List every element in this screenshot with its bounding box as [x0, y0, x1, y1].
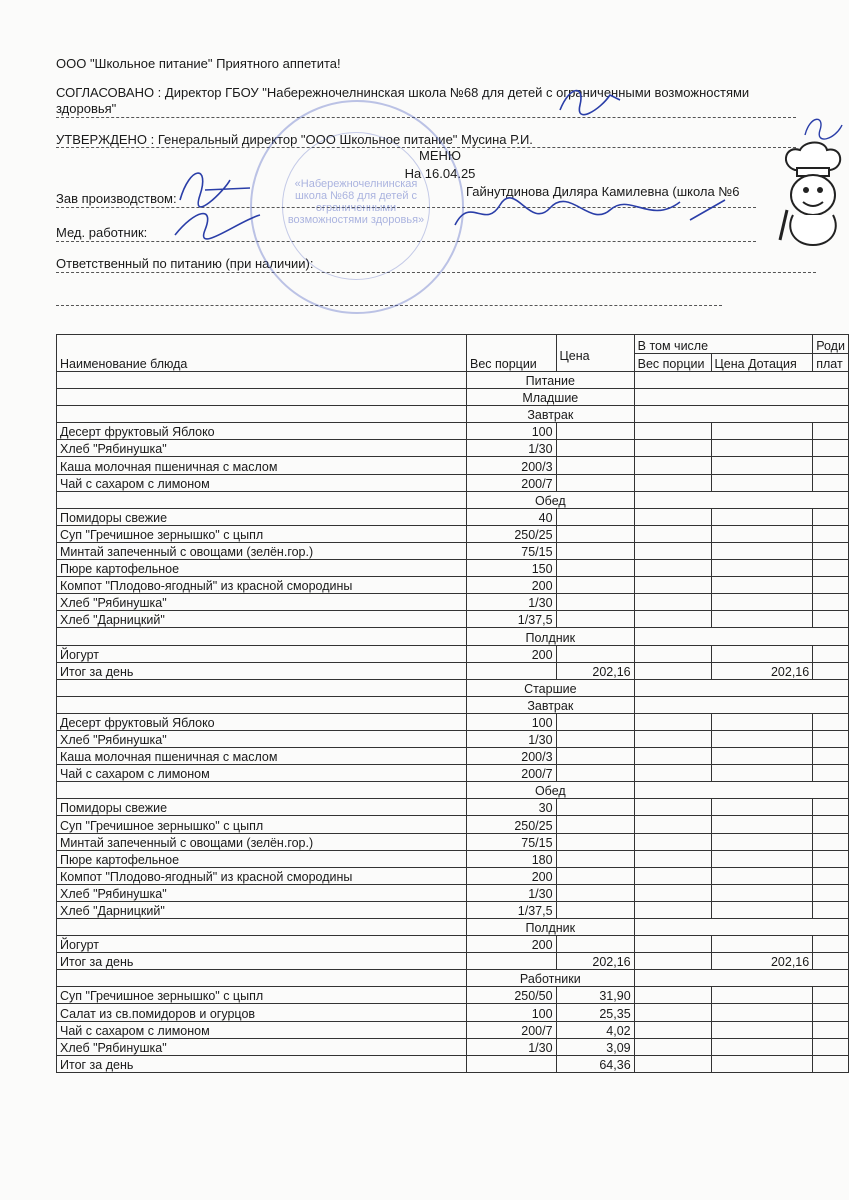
table-row	[57, 901, 849, 918]
dish-price	[556, 850, 634, 867]
inc-price	[711, 611, 813, 628]
dish-price: 202,16	[556, 662, 634, 679]
inc-weight	[634, 508, 711, 525]
inc-weight	[634, 1038, 711, 1055]
dish-price: 25,35	[556, 1004, 634, 1021]
dish-weight: 200	[466, 867, 556, 884]
dish-price	[556, 577, 634, 594]
dish-name: Хлеб "Дарницкий"	[57, 611, 467, 628]
dish-weight: 75/15	[466, 542, 556, 559]
dish-weight: 1/30	[466, 594, 556, 611]
dish-price	[556, 816, 634, 833]
dish-price	[556, 713, 634, 730]
table-row	[57, 577, 849, 594]
table-row	[57, 765, 849, 782]
inc-weight	[634, 730, 711, 747]
inc-price: 202,16	[711, 953, 813, 970]
section-name-cell	[57, 782, 467, 799]
section-row	[57, 628, 849, 645]
inc-weight	[634, 611, 711, 628]
parents-cell	[813, 423, 849, 440]
table-row	[57, 936, 849, 953]
dish-name: Йогурт	[57, 936, 467, 953]
dish-price	[556, 901, 634, 918]
dish-weight: 1/30	[466, 440, 556, 457]
section-name-cell	[57, 491, 467, 508]
dish-price	[556, 508, 634, 525]
dish-weight: 200	[466, 645, 556, 662]
total-row	[57, 662, 849, 679]
header-price: Цена	[556, 335, 634, 372]
dish-weight: 250/50	[466, 987, 556, 1004]
dish-price	[556, 594, 634, 611]
dish-weight	[466, 953, 556, 970]
section-label: Питание	[466, 372, 634, 389]
inc-price	[711, 525, 813, 542]
dish-name: Хлеб "Дарницкий"	[57, 901, 467, 918]
dish-name: Десерт фруктовый Яблоко	[57, 423, 467, 440]
inc-weight	[634, 1055, 711, 1072]
section-name-cell	[57, 696, 467, 713]
section-name-cell	[57, 679, 467, 696]
section-row	[57, 782, 849, 799]
parents-cell	[813, 474, 849, 491]
inc-weight	[634, 867, 711, 884]
dish-name: Чай с сахаром с лимоном	[57, 765, 467, 782]
parents-cell	[813, 594, 849, 611]
parents-cell	[813, 901, 849, 918]
table-row	[57, 440, 849, 457]
dish-weight: 1/30	[466, 884, 556, 901]
inc-price	[711, 936, 813, 953]
table-row	[57, 1004, 849, 1021]
dish-price	[556, 799, 634, 816]
inc-price	[711, 508, 813, 525]
table-row	[57, 560, 849, 577]
inc-weight	[634, 474, 711, 491]
approved-line: УТВЕРЖДЕНО : Генеральный директор "ООО Школьное питание" Мусина Р.И.	[56, 132, 533, 147]
inc-price	[711, 730, 813, 747]
inc-weight	[634, 765, 711, 782]
table-header-row	[57, 335, 849, 354]
section-row	[57, 372, 849, 389]
parents-cell	[813, 987, 849, 1004]
header-inc-price: Цена Дотация	[711, 353, 813, 372]
section-label: Полдник	[466, 919, 634, 936]
dish-name: Хлеб "Рябинушка"	[57, 884, 467, 901]
stamp-text: «Набережночелнинская школа №68 для детей с ограниченными возможностями здоровья»	[287, 178, 425, 226]
dish-weight	[466, 1055, 556, 1072]
parents-cell	[813, 816, 849, 833]
inc-price	[711, 884, 813, 901]
dish-weight	[466, 662, 556, 679]
chef-logo-icon	[775, 140, 849, 250]
parents-cell	[813, 953, 849, 970]
table-row	[57, 1021, 849, 1038]
dish-price	[556, 936, 634, 953]
parents-cell	[813, 645, 849, 662]
dish-name: Хлеб "Рябинушка"	[57, 594, 467, 611]
parents-cell	[813, 440, 849, 457]
dish-price	[556, 748, 634, 765]
inc-weight	[634, 799, 711, 816]
section-label: Работники	[466, 970, 634, 987]
inc-price	[711, 713, 813, 730]
inc-price	[711, 577, 813, 594]
medic-label: Мед. работник:	[56, 225, 148, 240]
inc-price	[711, 1055, 813, 1072]
table-row	[57, 457, 849, 474]
inc-weight	[634, 1004, 711, 1021]
inc-price	[711, 765, 813, 782]
dish-weight: 200/7	[466, 1021, 556, 1038]
dish-weight: 1/37,5	[466, 901, 556, 918]
dish-name: Минтай запеченный с овощами (зелён.гор.)	[57, 833, 467, 850]
dish-name: Компот "Плодово-ягодный" из красной смородины	[57, 867, 467, 884]
section-label: Старшие	[466, 679, 634, 696]
dish-weight: 180	[466, 850, 556, 867]
section-name-cell	[57, 970, 467, 987]
table-row	[57, 748, 849, 765]
menu-table	[56, 334, 849, 1073]
agreed-dashline	[56, 117, 796, 118]
inc-weight	[634, 816, 711, 833]
inc-weight	[634, 748, 711, 765]
section-empty-cell	[634, 782, 848, 799]
inc-weight	[634, 662, 711, 679]
inc-weight	[634, 987, 711, 1004]
table-row	[57, 884, 849, 901]
table-row	[57, 594, 849, 611]
inc-price	[711, 816, 813, 833]
inc-price	[711, 867, 813, 884]
table-row	[57, 525, 849, 542]
dish-name: Суп "Гречишное зернышко" с цыпл	[57, 816, 467, 833]
inc-price	[711, 833, 813, 850]
section-row	[57, 919, 849, 936]
table-row	[57, 987, 849, 1004]
inc-weight	[634, 1021, 711, 1038]
section-empty-cell	[634, 628, 848, 645]
dish-name: Каша молочная пшеничная с маслом	[57, 457, 467, 474]
menu-date: На 16.04.25	[404, 166, 476, 181]
dish-price	[556, 611, 634, 628]
table-row	[57, 867, 849, 884]
section-empty-cell	[634, 696, 848, 713]
inc-price	[711, 457, 813, 474]
inc-price	[711, 645, 813, 662]
agreed-continuation: здоровья"	[56, 101, 117, 116]
parents-cell	[813, 560, 849, 577]
inc-weight	[634, 884, 711, 901]
production-label: Зав производством:	[56, 191, 177, 206]
parents-cell	[813, 730, 849, 747]
table-row	[57, 833, 849, 850]
production-name: Гайнутдинова Диляра Камилевна (школа №6	[466, 184, 740, 199]
inc-weight	[634, 577, 711, 594]
section-empty-cell	[634, 919, 848, 936]
parents-cell	[813, 867, 849, 884]
header-weight: Вес порции	[466, 335, 556, 372]
dish-name: Помидоры свежие	[57, 508, 467, 525]
section-empty-cell	[634, 389, 848, 406]
inc-weight	[634, 713, 711, 730]
section-label: Обед	[466, 491, 634, 508]
dish-weight: 100	[466, 1004, 556, 1021]
dish-name: Хлеб "Рябинушка"	[57, 1038, 467, 1055]
inc-price	[711, 987, 813, 1004]
inc-weight	[634, 953, 711, 970]
inc-weight	[634, 525, 711, 542]
table-row	[57, 713, 849, 730]
section-name-cell	[57, 389, 467, 406]
dish-weight: 100	[466, 423, 556, 440]
table-row	[57, 474, 849, 491]
section-empty-cell	[634, 406, 848, 423]
dish-weight: 200/7	[466, 474, 556, 491]
table-row	[57, 423, 849, 440]
section-name-cell	[57, 406, 467, 423]
header-dish-name: Наименование блюда	[57, 335, 467, 372]
dish-name: Чай с сахаром с лимоном	[57, 1021, 467, 1038]
section-name-cell	[57, 919, 467, 936]
dish-price: 64,36	[556, 1055, 634, 1072]
dish-weight: 1/37,5	[466, 611, 556, 628]
dish-weight: 200/3	[466, 457, 556, 474]
table-row	[57, 730, 849, 747]
signature-director-icon	[555, 80, 625, 120]
dish-price: 202,16	[556, 953, 634, 970]
dish-name: Хлеб "Рябинушка"	[57, 440, 467, 457]
dish-weight: 75/15	[466, 833, 556, 850]
table-row	[57, 816, 849, 833]
dish-price	[556, 765, 634, 782]
dish-price	[556, 440, 634, 457]
dish-name: Салат из св.помидоров и огурцов	[57, 1004, 467, 1021]
section-empty-cell	[634, 679, 848, 696]
header-including: В том числе	[634, 335, 813, 354]
dish-weight: 250/25	[466, 525, 556, 542]
dish-name: Минтай запеченный с овощами (зелён.гор.)	[57, 542, 467, 559]
table-row	[57, 508, 849, 525]
inc-price	[711, 748, 813, 765]
section-row	[57, 491, 849, 508]
parents-cell	[813, 833, 849, 850]
dish-price	[556, 457, 634, 474]
inc-price	[711, 594, 813, 611]
section-label: Обед	[466, 782, 634, 799]
parents-cell	[813, 525, 849, 542]
table-row	[57, 850, 849, 867]
total-row	[57, 1055, 849, 1072]
section-row	[57, 406, 849, 423]
inc-price	[711, 901, 813, 918]
dish-price	[556, 474, 634, 491]
dish-weight: 200	[466, 936, 556, 953]
parents-cell	[813, 713, 849, 730]
inc-price	[711, 440, 813, 457]
total-label: Итог за день	[57, 1055, 467, 1072]
dish-price: 4,02	[556, 1021, 634, 1038]
company-line: ООО "Школьное питание" Приятного аппетита!	[56, 56, 341, 71]
dish-weight: 40	[466, 508, 556, 525]
dish-weight: 250/25	[466, 816, 556, 833]
parents-cell	[813, 457, 849, 474]
inc-weight	[634, 645, 711, 662]
menu-title: МЕНЮ	[418, 148, 462, 163]
agreed-line: СОГЛАСОВАНО : Директор ГБОУ "Набережночелнинская школа №68 для детей с ограниченными возможностями	[56, 85, 750, 100]
table-row	[57, 1038, 849, 1055]
section-empty-cell	[634, 491, 848, 508]
inc-weight	[634, 833, 711, 850]
inc-price	[711, 799, 813, 816]
section-label: Полдник	[466, 628, 634, 645]
dish-price	[556, 833, 634, 850]
dish-name: Суп "Гречишное зернышко" с цыпл	[57, 525, 467, 542]
dish-price	[556, 884, 634, 901]
inc-weight	[634, 594, 711, 611]
dish-price	[556, 525, 634, 542]
header-inc-weight: Вес порции	[634, 353, 711, 372]
inc-price	[711, 850, 813, 867]
parents-cell	[813, 542, 849, 559]
dish-price	[556, 560, 634, 577]
dish-weight: 100	[466, 713, 556, 730]
dish-weight: 150	[466, 560, 556, 577]
dish-name: Компот "Плодово-ягодный" из красной смородины	[57, 577, 467, 594]
inc-weight	[634, 423, 711, 440]
parents-cell	[813, 799, 849, 816]
dish-price	[556, 423, 634, 440]
dish-name: Помидоры свежие	[57, 799, 467, 816]
inc-weight	[634, 936, 711, 953]
parents-cell	[813, 936, 849, 953]
total-label: Итог за день	[57, 662, 467, 679]
dish-name: Пюре картофельное	[57, 560, 467, 577]
section-empty-cell	[634, 970, 848, 987]
dish-weight: 1/30	[466, 730, 556, 747]
dish-price	[556, 645, 634, 662]
dish-name: Десерт фруктовый Яблоко	[57, 713, 467, 730]
parents-cell	[813, 1055, 849, 1072]
dish-price	[556, 867, 634, 884]
inc-weight	[634, 901, 711, 918]
section-name-cell	[57, 628, 467, 645]
dish-weight: 1/30	[466, 1038, 556, 1055]
dish-name: Йогурт	[57, 645, 467, 662]
section-label: Завтрак	[466, 696, 634, 713]
parents-cell	[813, 748, 849, 765]
table-row	[57, 611, 849, 628]
inc-price	[711, 1004, 813, 1021]
inc-weight	[634, 457, 711, 474]
parents-cell	[813, 1038, 849, 1055]
inc-price	[711, 423, 813, 440]
parents-cell	[813, 1021, 849, 1038]
header-parents-bottom: плат	[813, 353, 849, 372]
inc-price: 202,16	[711, 662, 813, 679]
inc-price	[711, 1021, 813, 1038]
parents-cell	[813, 850, 849, 867]
table-row	[57, 645, 849, 662]
parents-cell	[813, 577, 849, 594]
parents-cell	[813, 765, 849, 782]
total-row	[57, 953, 849, 970]
dish-price	[556, 730, 634, 747]
responsible-label: Ответственный по питанию (при наличии):	[56, 256, 314, 271]
total-label: Итог за день	[57, 953, 467, 970]
dish-weight: 30	[466, 799, 556, 816]
dish-weight: 200/3	[466, 748, 556, 765]
dish-price: 3,09	[556, 1038, 634, 1055]
section-empty-cell	[634, 372, 848, 389]
inc-weight	[634, 560, 711, 577]
signature-production-icon	[170, 160, 270, 245]
inc-weight	[634, 440, 711, 457]
dish-weight: 200/7	[466, 765, 556, 782]
inc-price	[711, 474, 813, 491]
section-row	[57, 696, 849, 713]
section-name-cell	[57, 372, 467, 389]
dish-weight: 200	[466, 577, 556, 594]
section-row	[57, 679, 849, 696]
table-row	[57, 799, 849, 816]
section-label: Младшие	[466, 389, 634, 406]
dish-name: Пюре картофельное	[57, 850, 467, 867]
dish-name: Каша молочная пшеничная с маслом	[57, 748, 467, 765]
parents-cell	[813, 508, 849, 525]
inc-weight	[634, 850, 711, 867]
dish-price	[556, 542, 634, 559]
inc-weight	[634, 542, 711, 559]
dish-name: Чай с сахаром с лимоном	[57, 474, 467, 491]
dish-price: 31,90	[556, 987, 634, 1004]
dish-name: Хлеб "Рябинушка"	[57, 730, 467, 747]
inc-price	[711, 1038, 813, 1055]
header-parents-top: Роди	[813, 335, 849, 354]
signature-medic-icon	[450, 190, 730, 240]
section-row	[57, 389, 849, 406]
parents-cell	[813, 1004, 849, 1021]
inc-price	[711, 560, 813, 577]
inc-price	[711, 542, 813, 559]
section-label: Завтрак	[466, 406, 634, 423]
parents-cell	[813, 884, 849, 901]
menu-body	[57, 372, 849, 1073]
dish-name: Суп "Гречишное зернышко" с цыпл	[57, 987, 467, 1004]
parents-cell	[813, 662, 849, 679]
parents-cell	[813, 611, 849, 628]
section-row	[57, 970, 849, 987]
table-row	[57, 542, 849, 559]
